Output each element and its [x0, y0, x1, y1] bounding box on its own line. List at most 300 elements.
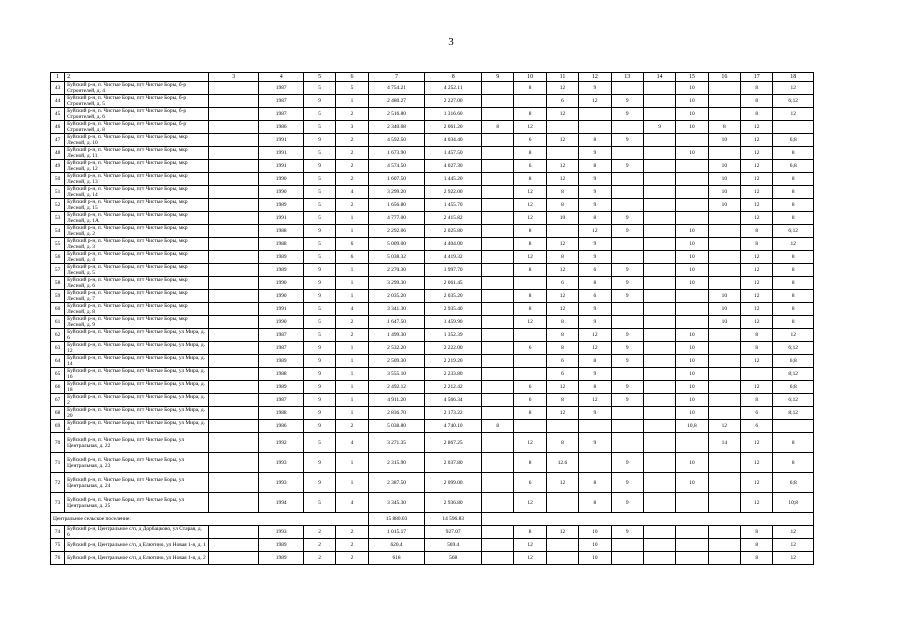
table-cell [643, 420, 675, 433]
table-cell [611, 199, 643, 212]
table-cell: 1989 [259, 539, 304, 552]
table-cell: 10 [676, 121, 708, 134]
row-number-cell: 76 [51, 552, 65, 565]
table-cell: 9 [303, 381, 335, 394]
table-cell: 6;8 [773, 381, 814, 394]
row-number-cell: 46 [51, 121, 65, 134]
table-cell: 2 233.80 [425, 368, 482, 381]
table-cell [514, 420, 546, 433]
table-cell: 12 [514, 199, 546, 212]
table-cell [208, 251, 259, 264]
table-cell: 1988 [259, 368, 304, 381]
table-cell [643, 473, 675, 493]
table-cell [482, 355, 514, 368]
table-cell: 2 935.40 [425, 303, 482, 316]
table-cell: 5 038.80 [368, 420, 425, 433]
table-cell [708, 277, 740, 290]
row-number-cell: 74 [51, 526, 65, 539]
table-cell: 2 516.80 [368, 108, 425, 121]
table-cell: 2 035.20 [368, 290, 425, 303]
table-cell: 12 [546, 473, 578, 493]
table-cell [208, 225, 259, 238]
table-cell [643, 251, 675, 264]
table-cell: 3 299.20 [368, 186, 425, 199]
table-cell: 9 [611, 355, 643, 368]
table-cell: 1992 [259, 433, 304, 453]
page-number: 3 [448, 36, 454, 48]
table-cell [208, 526, 259, 539]
table-cell: 9 [303, 355, 335, 368]
table-cell: 10 [676, 368, 708, 381]
table-cell: 9 [611, 342, 643, 355]
table-cell: 12 [546, 108, 578, 121]
table-cell [773, 121, 814, 134]
table-cell: 12 [546, 134, 578, 147]
table-cell [579, 420, 611, 433]
table-cell: 9 [611, 264, 643, 277]
table-cell: 8;12 [773, 407, 814, 420]
table-cell: 2 [336, 539, 368, 552]
table-cell: 8 [514, 303, 546, 316]
table-cell: 9 [303, 277, 335, 290]
table-cell: 1989 [259, 355, 304, 368]
table-cell: 9 [579, 303, 611, 316]
table-cell: 4 592.50 [368, 134, 425, 147]
address-cell: Буйский р-н, п. Чистые Боры, пгт Чистые Боры, мкр Лесной, д. 5 [65, 264, 209, 277]
table-cell [546, 147, 578, 160]
address-cell: Буйский р-н, п. Чистые Боры, пгт Чистые Боры, ул Центральная, д. 23 [65, 453, 209, 473]
table-cell [708, 108, 740, 121]
table-cell: 8 [425, 73, 482, 82]
table-cell [708, 147, 740, 160]
table-cell: 2 [336, 173, 368, 186]
table-cell [611, 433, 643, 453]
address-cell: Буйский р-н, п. Чистые Боры, пгт Чистые Боры, б-р Строителей, д. 6 [65, 108, 209, 121]
table-cell: 2 222.00 [425, 342, 482, 355]
table-cell: 3 555.10 [368, 368, 425, 381]
address-cell: Буйский р-н, п. Чистые Боры, пгт Чистые Боры, ул Мира, д. 12 [65, 342, 209, 355]
table-row [51, 277, 814, 290]
table-cell: 12 [546, 526, 578, 539]
table-cell [708, 493, 740, 513]
table-cell [708, 251, 740, 264]
address-cell: Буйский р-н, Центральное с/п, д Дорбацково, ул Старая, д. 6 [65, 526, 209, 539]
table-row [51, 368, 814, 381]
table-cell: 4 574.50 [368, 160, 425, 173]
table-cell: 1994 [259, 493, 304, 513]
table-cell [579, 108, 611, 121]
table-cell: 1989 [259, 381, 304, 394]
table-cell [643, 493, 675, 513]
table-cell: 5 [303, 238, 335, 251]
table-cell [208, 493, 259, 513]
table-cell: 9 [611, 493, 643, 513]
table-cell: 12 [741, 121, 773, 134]
table-cell [482, 277, 514, 290]
table-cell: 12 [546, 407, 578, 420]
table-cell: 8 [773, 212, 814, 225]
address-cell: Буйский р-н, п. Чистые Боры, пгт Чистые Боры, мкр Лесной, д. 1А [65, 212, 209, 225]
table-cell: 2 025.80 [425, 225, 482, 238]
table-cell: 1 [336, 368, 368, 381]
table-cell [773, 420, 814, 433]
table-cell [208, 199, 259, 212]
table-cell: 8 [546, 199, 578, 212]
table-cell: 12 [741, 134, 773, 147]
table-cell: 10 [676, 329, 708, 342]
table-cell [708, 552, 740, 565]
table-cell [482, 264, 514, 277]
table-cell [482, 238, 514, 251]
table-cell: 12 [741, 212, 773, 225]
table-cell [482, 186, 514, 199]
table-cell: 10 [708, 134, 740, 147]
table-cell [208, 134, 259, 147]
table-cell [676, 199, 708, 212]
table-cell: 10 [708, 199, 740, 212]
table-cell [208, 355, 259, 368]
table-cell [643, 453, 675, 473]
table-cell: 8;12 [773, 368, 814, 381]
table-cell [611, 173, 643, 186]
address-cell: Буйский р-н, Центральное с/п, д Елютино, ул Новая 1-я, д. 2 [65, 552, 209, 565]
address-cell: Буйский р-н, п. Чистые Боры, пгт Чистые Боры, мкр Лесной, д. 13 [65, 173, 209, 186]
table-cell: 8 [773, 290, 814, 303]
table-cell [208, 108, 259, 121]
table-cell [643, 407, 675, 420]
table-cell: 9 [482, 73, 514, 82]
table-cell [643, 433, 675, 453]
table-cell: 8 [546, 316, 578, 329]
table-cell: 8 [773, 264, 814, 277]
row-number-cell: 48 [51, 147, 65, 160]
table-cell: 10 [708, 173, 740, 186]
table-row [51, 342, 814, 355]
table-cell: 1989 [259, 264, 304, 277]
table-cell: 8 [546, 329, 578, 342]
table-cell [611, 121, 643, 134]
table-row [51, 303, 814, 316]
table-cell [708, 539, 740, 552]
table-cell: 2 [336, 160, 368, 173]
table-cell: 9 [611, 526, 643, 539]
table-row [51, 329, 814, 342]
table-cell: 8 [773, 199, 814, 212]
table-cell [208, 539, 259, 552]
table-cell: 9 [579, 251, 611, 264]
table-cell [514, 277, 546, 290]
table-cell: 1987 [259, 329, 304, 342]
table-cell [708, 381, 740, 394]
table-cell [514, 329, 546, 342]
address-cell: Буйский р-н, п. Чистые Боры, пгт Чистые Боры, мкр Лесной, д. 9 [65, 316, 209, 329]
table-cell: 12 [708, 420, 740, 433]
table-cell: 10 [579, 552, 611, 565]
table-cell [482, 95, 514, 108]
table-cell: 10 [676, 407, 708, 420]
table-cell [676, 526, 708, 539]
table-cell: 8 [741, 238, 773, 251]
table-cell [546, 539, 578, 552]
table-cell: 2 340.08 [368, 121, 425, 134]
table-cell: 8 [546, 186, 578, 199]
table-cell [208, 316, 259, 329]
table-cell [482, 329, 514, 342]
table-cell: 10 [676, 453, 708, 473]
table-cell: 1 015.17 [368, 526, 425, 539]
table-cell [514, 368, 546, 381]
table-cell: 1988 [259, 225, 304, 238]
table-cell [579, 453, 611, 473]
table-cell: 8 [579, 493, 611, 513]
table-cell: 9 [579, 238, 611, 251]
table-cell [482, 493, 514, 513]
table-cell [708, 368, 740, 381]
table-cell: 10 [676, 473, 708, 493]
table-cell: 12 [514, 121, 546, 134]
row-number-cell: 47 [51, 134, 65, 147]
table-cell: 7 [368, 73, 425, 82]
table-cell [643, 108, 675, 121]
housing-register-table [50, 72, 814, 565]
table-cell [208, 433, 259, 453]
table-cell: 8 [773, 303, 814, 316]
row-number-cell: 52 [51, 199, 65, 212]
table-cell [643, 199, 675, 212]
address-cell: Буйский р-н, п. Чистые Боры, пгт Чистые Боры, ул Центральная, д. 24 [65, 473, 209, 493]
table-cell: 12 [546, 264, 578, 277]
row-number-cell: 44 [51, 95, 65, 108]
table-row [51, 186, 814, 199]
table-cell [643, 316, 675, 329]
table-cell: 8 [514, 147, 546, 160]
table-cell: 8 [579, 277, 611, 290]
table-cell: 8 [741, 95, 773, 108]
table-cell [676, 160, 708, 173]
table-cell: 8 [579, 381, 611, 394]
table-cell: 8 [741, 539, 773, 552]
address-cell: Буйский р-н, п. Чистые Боры, пгт Чистые Боры, мкр Лесной, д. 4 [65, 251, 209, 264]
table-cell [611, 407, 643, 420]
table-cell: 10,8 [676, 420, 708, 433]
table-cell: 1 [336, 394, 368, 407]
table-cell: 12 [741, 199, 773, 212]
table-cell: 8 [546, 394, 578, 407]
table-cell [208, 342, 259, 355]
row-number-cell: 63 [51, 342, 65, 355]
table-cell [643, 277, 675, 290]
table-cell [708, 394, 740, 407]
table-cell [482, 290, 514, 303]
table-cell: 2 [336, 552, 368, 565]
table-cell [643, 539, 675, 552]
table-cell: 1 445.20 [425, 173, 482, 186]
table-cell: 10 [708, 160, 740, 173]
address-cell: Буйский р-н, п. Чистые Боры, пгт Чистые Боры, мкр Лесной, д. 15 [65, 199, 209, 212]
table-cell: 10 [676, 251, 708, 264]
row-number-cell: 62 [51, 329, 65, 342]
address-cell: Буйский р-н, п. Чистые Боры, пгт Чистые Боры, мкр Лесной, д. 10 [65, 134, 209, 147]
table-cell [676, 539, 708, 552]
row-number-cell: 65 [51, 368, 65, 381]
table-cell [643, 394, 675, 407]
table-cell [708, 342, 740, 355]
table-cell: 12 [514, 186, 546, 199]
table-cell: 14 [708, 433, 740, 453]
table-cell: 1993 [259, 453, 304, 473]
table-cell: 1 656.80 [368, 199, 425, 212]
table-cell: 12 [514, 493, 546, 513]
table-cell [208, 368, 259, 381]
table-cell: 4 740.10 [425, 420, 482, 433]
table-cell: 12 [579, 225, 611, 238]
address-cell: Буйский р-н, п. Чистые Боры, пгт Чистые Боры, мкр Лесной, д. 7 [65, 290, 209, 303]
table-cell: 15 [676, 73, 708, 82]
table-cell: 12 [741, 264, 773, 277]
table-cell: 16 [708, 73, 740, 82]
address-cell: Буйский р-н, п. Чистые Боры, пгт Чистые Боры, мкр Лесной, д. 3 [65, 238, 209, 251]
table-row [51, 121, 814, 134]
address-cell: Буйский р-н, п. Чистые Боры, пгт Чистые Боры, ул Центральная, д. 22 [65, 433, 209, 453]
table-cell: 9 [611, 453, 643, 473]
row-number-cell: 49 [51, 160, 65, 173]
table-cell: 10 [546, 212, 578, 225]
table-cell [482, 173, 514, 186]
table-cell [482, 473, 514, 493]
table-cell: 12 [514, 316, 546, 329]
table-cell: 1991 [259, 303, 304, 316]
table-row [51, 407, 814, 420]
table-cell: 2 099.00 [425, 473, 482, 493]
address-cell: Буйский р-н, п. Чистые Боры, пгт Чистые Боры, ул Мира, д. 20 [65, 407, 209, 420]
table-row [51, 473, 814, 493]
table-cell [482, 251, 514, 264]
table-cell: 8 [514, 264, 546, 277]
table-cell: 5 [303, 433, 335, 453]
table-cell: 1990 [259, 316, 304, 329]
table-cell: 9 [303, 264, 335, 277]
table-cell: 9 [611, 290, 643, 303]
table-cell [676, 303, 708, 316]
table-cell: 8 [773, 173, 814, 186]
table-cell: 12 [514, 552, 546, 565]
table-cell: 1 [336, 212, 368, 225]
table-cell: 10 [676, 264, 708, 277]
table-cell: 9 [303, 407, 335, 420]
table-cell: 1991 [259, 212, 304, 225]
table-cell: 8 [514, 290, 546, 303]
table-row [51, 225, 814, 238]
table-cell [611, 316, 643, 329]
table-cell: 8 [514, 82, 546, 95]
row-number-cell: 54 [51, 225, 65, 238]
table-cell [741, 368, 773, 381]
table-cell: 8 [708, 121, 740, 134]
table-cell: 5 [303, 108, 335, 121]
table-cell [482, 303, 514, 316]
table-cell [208, 290, 259, 303]
table-cell: 8 [773, 147, 814, 160]
table-cell: 12 [546, 238, 578, 251]
table-cell: 10 [676, 108, 708, 121]
table-cell: 12 [773, 552, 814, 565]
table-cell [676, 212, 708, 225]
table-cell: 1993 [259, 526, 304, 539]
table-cell: 9 [611, 212, 643, 225]
table-cell: 8 [514, 526, 546, 539]
table-cell: 1 607.50 [368, 173, 425, 186]
table-cell: 8 [773, 453, 814, 473]
table-cell: 10;8 [773, 493, 814, 513]
table-cell: 12 [546, 82, 578, 95]
table-cell [643, 342, 675, 355]
table-cell: 8 [579, 355, 611, 368]
table-cell: 4 911.20 [368, 394, 425, 407]
table-cell: 1 [336, 342, 368, 355]
table-cell: 5 [303, 303, 335, 316]
table-row [51, 394, 814, 407]
table-cell [643, 95, 675, 108]
table-cell: 10 [708, 316, 740, 329]
table-cell: 1987 [259, 108, 304, 121]
table-cell: 4 [336, 493, 368, 513]
table-cell: 12 [773, 329, 814, 342]
table-cell [208, 381, 259, 394]
table-cell: 12 [546, 173, 578, 186]
table-cell: 5 [303, 329, 335, 342]
table-cell: 11 [546, 73, 578, 82]
table-cell: 12 [741, 473, 773, 493]
table-cell [482, 160, 514, 173]
table-cell: 5 [303, 251, 335, 264]
table-cell: 1988 [259, 238, 304, 251]
table-cell: 12 [579, 394, 611, 407]
table-cell: 9 [611, 225, 643, 238]
table-row [51, 95, 814, 108]
table-cell [643, 186, 675, 199]
table-cell: 9 [303, 420, 335, 433]
table-cell: 8 [579, 212, 611, 225]
row-number-cell: 59 [51, 290, 65, 303]
table-cell: 4 252.11 [425, 82, 482, 95]
table-cell: 2 509.30 [368, 355, 425, 368]
table-cell: 4 [336, 433, 368, 453]
table-cell: 10 [676, 381, 708, 394]
table-cell: 8 [741, 394, 773, 407]
table-row [51, 552, 814, 565]
table-cell [643, 82, 675, 95]
table-cell: 1 [336, 264, 368, 277]
table-row [51, 493, 814, 513]
table-cell: 9 [303, 368, 335, 381]
table-cell [482, 199, 514, 212]
table-cell [643, 290, 675, 303]
table-cell: 9 [303, 290, 335, 303]
table-cell: 12 [546, 290, 578, 303]
table-cell [708, 264, 740, 277]
table-row [51, 238, 814, 251]
table-cell: 2 836.70 [368, 407, 425, 420]
address-cell: Буйский р-н, п. Чистые Боры, пгт Чистые Боры, б-р Строителей, д. 5 [65, 95, 209, 108]
table-cell: 10 [708, 290, 740, 303]
table-cell: 1991 [259, 147, 304, 160]
table-cell: 5 [303, 147, 335, 160]
row-number-cell: 1 [51, 73, 65, 82]
table-cell: 1990 [259, 186, 304, 199]
table-cell: 12 [546, 160, 578, 173]
row-number-cell: 69 [51, 420, 65, 433]
table-cell: 2 035.20 [425, 290, 482, 303]
